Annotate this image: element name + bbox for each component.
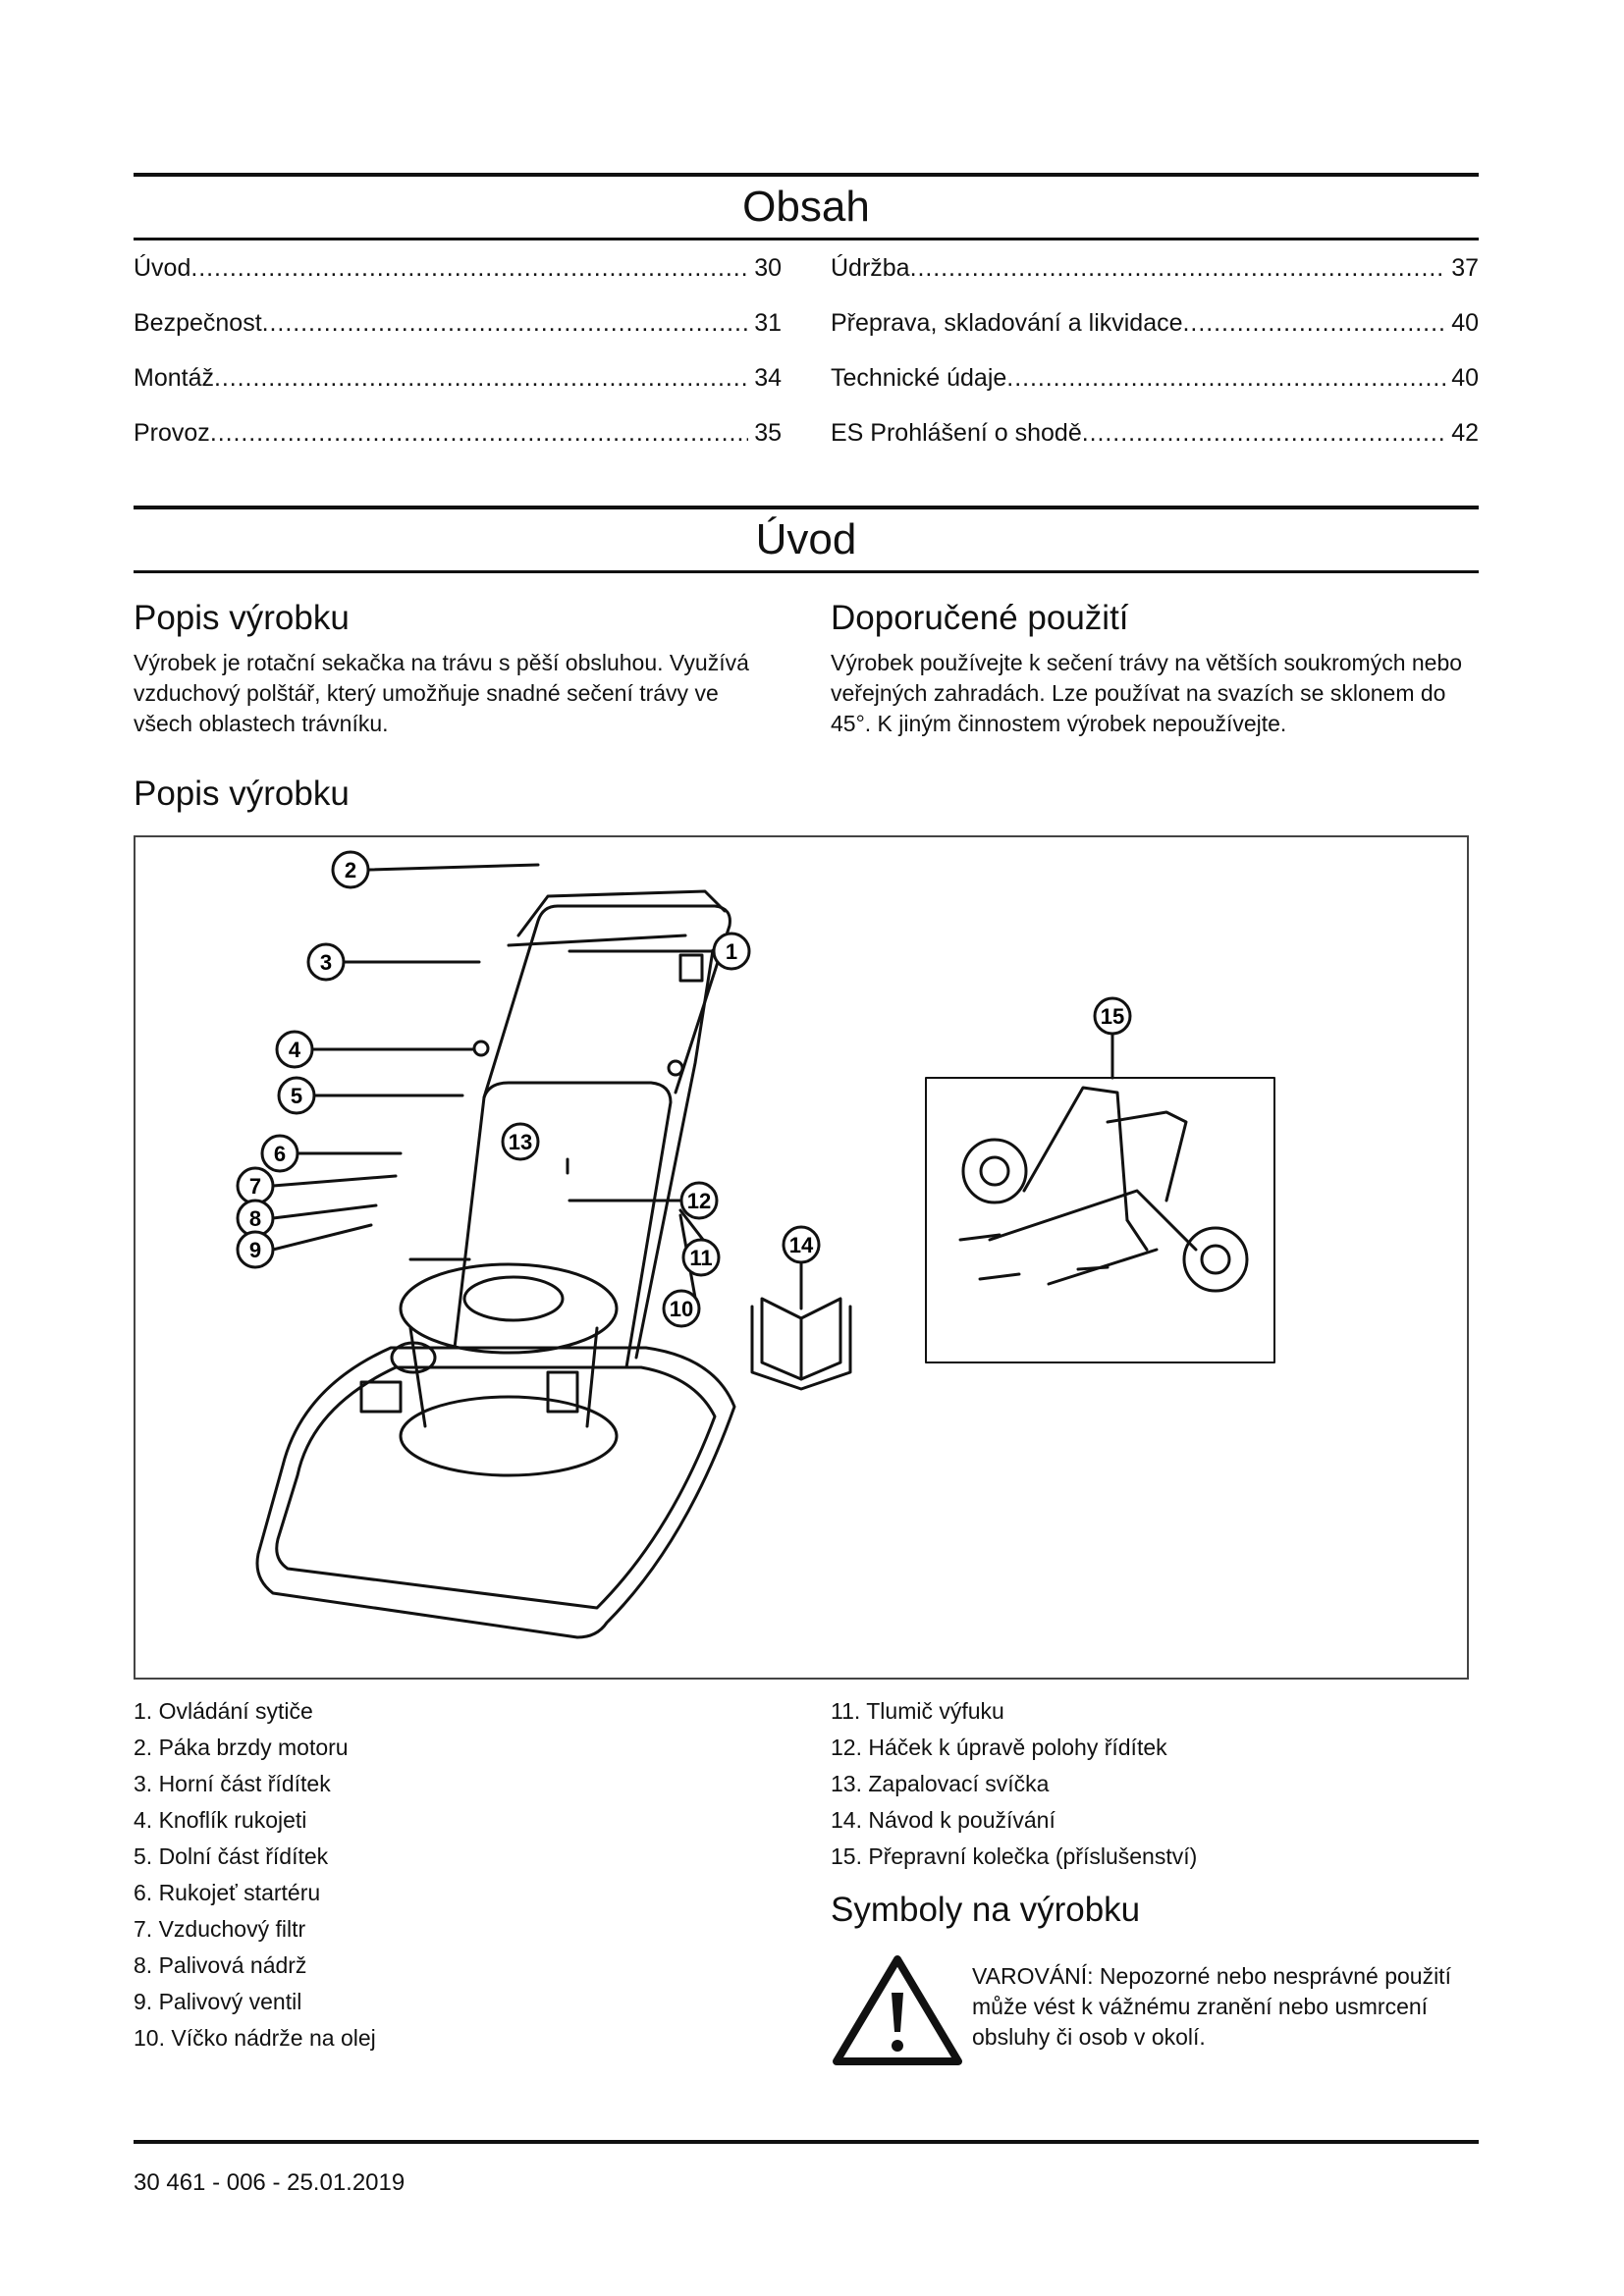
toc-left-column (134, 254, 782, 474)
transport-wheels-box (926, 1078, 1274, 1362)
engine-base (401, 1397, 617, 1475)
toc-entry[interactable] (134, 364, 782, 419)
toc-leader-dots (210, 419, 748, 448)
handle-knob-right (669, 1061, 682, 1075)
toc-entry-page: 35 (754, 419, 782, 447)
fuel-valve-body (361, 1382, 401, 1412)
legend-right-list (831, 1693, 1479, 1875)
callout-15-label: 15 (1100, 1004, 1125, 1029)
toc-leader-dots (1082, 419, 1445, 448)
product-description-section (134, 597, 782, 739)
toc-entry-label: Montáž (134, 364, 214, 392)
toc-leader-dots (262, 309, 749, 338)
legend-item: 5. Dolní část řídítek (134, 1843, 329, 1869)
transport-wheel-left-hub (981, 1157, 1008, 1185)
legend-left-list (134, 1693, 831, 2069)
handle-knob-left (474, 1041, 488, 1055)
legend-item: 3. Horní část řídítek (134, 1771, 331, 1796)
engine-cap (464, 1277, 563, 1320)
toc-leader-dots (1183, 309, 1446, 338)
toc-entry[interactable] (134, 254, 782, 309)
legend-item: 13. Zapalovací svíčka (831, 1771, 1050, 1796)
callout-4-label: 4 (288, 1038, 301, 1062)
callout-11 (683, 1240, 719, 1275)
toc-entry[interactable] (831, 364, 1479, 419)
toc-entry[interactable] (831, 309, 1479, 364)
callout-9-label: 9 (248, 1238, 262, 1262)
toc-right-column (831, 254, 1479, 474)
callout-9-line (273, 1225, 371, 1250)
callout-5-label: 5 (290, 1084, 303, 1108)
product-description-heading: Popis výrobku (134, 599, 350, 637)
toc-leader-dots (910, 254, 1446, 283)
callout-2-line (369, 865, 538, 870)
intro-heading-band (134, 506, 1479, 573)
callout-3 (308, 944, 344, 980)
toc-entry-label: Provoz (134, 419, 210, 447)
table-of-contents (134, 254, 1479, 474)
legend-right-column (831, 1693, 1479, 2069)
legend-item: 6. Rukojeť startéru (134, 1880, 321, 1905)
callout-13 (503, 1124, 538, 1159)
callout-3-label: 3 (319, 950, 333, 975)
toc-entry[interactable] (134, 419, 782, 474)
legend-item: 11. Tlumič výfuku (831, 1698, 1004, 1724)
legend-item: 15. Přepravní kolečka (příslušenství) (831, 1843, 1198, 1869)
callout-9 (238, 1232, 273, 1267)
intro-title: Úvod (755, 515, 857, 563)
legend-item: 7. Vzduchový filtr (134, 1916, 306, 1942)
legend-item: 4. Knoflík rukojeti (134, 1807, 307, 1833)
toc-entry-page: 40 (1451, 309, 1479, 337)
toc-entry[interactable] (831, 254, 1479, 309)
toc-title: Obsah (742, 183, 870, 231)
callout-10-label: 10 (669, 1297, 694, 1321)
warning-text: VAROVÁNÍ: Nepozorné nebo nesprávné použití může vést k vážnému zranění nebo usmrcení obsluhy či osob v okolí. (972, 1963, 1451, 2050)
callout-5 (279, 1078, 314, 1113)
callout-7-line (273, 1176, 396, 1186)
callouts (238, 852, 1130, 1326)
toc-entry-page: 42 (1451, 419, 1479, 447)
brake-bar (518, 891, 725, 935)
callout-8-label: 8 (248, 1206, 262, 1231)
intended-use-text: Výrobek používejte k sečení trávy na větších soukromých nebo veřejných zahradách. Lze používat na svazích se sklonem do 45°. K jiným činnostem výrobek nepoužívejte. (831, 650, 1463, 736)
brake-lever (509, 935, 685, 945)
callout-7 (238, 1168, 273, 1203)
choke-control (680, 955, 702, 981)
figure-legend (134, 1693, 1479, 2069)
toc-entry[interactable] (831, 419, 1479, 474)
callout-2-label: 2 (344, 858, 357, 882)
legend-item: 14. Návod k používání (831, 1807, 1056, 1833)
toc-entry[interactable] (134, 309, 782, 364)
toc-entry-page: 34 (754, 364, 782, 392)
toc-entry-page: 40 (1451, 364, 1479, 392)
callout-10 (664, 1291, 699, 1326)
legend-item: 12. Háček k úpravě polohy řídítek (831, 1735, 1167, 1760)
lower-handle (455, 1083, 671, 1367)
callout-8-line (273, 1205, 376, 1218)
toc-entry-label: Bezpečnost (134, 309, 262, 337)
warning-triangle-icon (831, 1951, 964, 2069)
callout-14-label: 14 (788, 1233, 814, 1257)
transport-wheel-left (963, 1140, 1026, 1202)
document-code: 30 461 - 006 - 25.01.2019 (134, 2169, 406, 2196)
callout-7-label: 7 (248, 1174, 262, 1199)
intended-use-section (831, 597, 1479, 739)
callout-2 (333, 852, 368, 887)
callout-14 (784, 1227, 819, 1262)
product-description-text: Výrobek je rotační sekačka na trávu s pěší obsluhou. Využívá vzduchový polštář, který umožňuje snadné sečení trávy ve všech oblastech trávníku. (134, 650, 749, 736)
toc-leader-dots (214, 364, 748, 393)
callout-6 (262, 1136, 298, 1171)
toc-entry-page: 30 (754, 254, 782, 282)
product-overview-figure (134, 835, 1469, 1680)
transport-wheel-right-hub (1202, 1246, 1229, 1273)
transport-wheel-right (1184, 1228, 1247, 1291)
toc-entry-page: 31 (754, 309, 782, 337)
warning-block (831, 1951, 1479, 2069)
callout-4 (277, 1032, 312, 1067)
callout-12-label: 12 (686, 1189, 712, 1213)
legend-item: 10. Víčko nádrže na olej (134, 2025, 376, 2051)
toc-entry-label: ES Prohlášení o shodě (831, 419, 1082, 447)
toc-leader-dots (1006, 364, 1445, 393)
intended-use-heading: Doporučené použití (831, 599, 1129, 637)
callout-12 (681, 1183, 717, 1218)
toc-entry-label: Technické údaje (831, 364, 1007, 392)
mower-illustration (135, 837, 1467, 1678)
toc-entry-label: Údržba (831, 254, 910, 282)
overview-heading: Popis výrobku (134, 774, 350, 813)
transport-frame-base (990, 1191, 1196, 1284)
callout-6-label: 6 (273, 1142, 287, 1166)
intro-columns (134, 597, 1479, 739)
page-content (134, 173, 1479, 2069)
toc-entry-label: Úvod (134, 254, 191, 282)
toc-entry-label: Přeprava, skladování a likvidace (831, 309, 1183, 337)
toc-heading-band (134, 173, 1479, 240)
callout-1-label: 1 (725, 939, 738, 964)
legend-item: 1. Ovládání sytiče (134, 1698, 313, 1724)
callout-15 (1095, 998, 1130, 1034)
toc-entry-page: 37 (1451, 254, 1479, 282)
legend-item: 9. Palivový ventil (134, 1989, 302, 2014)
symbols-heading: Symboly na výrobku (831, 1891, 1141, 1929)
callout-1 (714, 934, 749, 969)
callout-11-label: 11 (689, 1246, 713, 1270)
callout-13-label: 13 (508, 1130, 533, 1154)
toc-leader-dots (190, 254, 748, 283)
legend-item: 8. Palivová nádrž (134, 1952, 307, 1978)
footer-rule (134, 2140, 1479, 2144)
legend-item: 2. Páka brzdy motoru (134, 1735, 349, 1760)
